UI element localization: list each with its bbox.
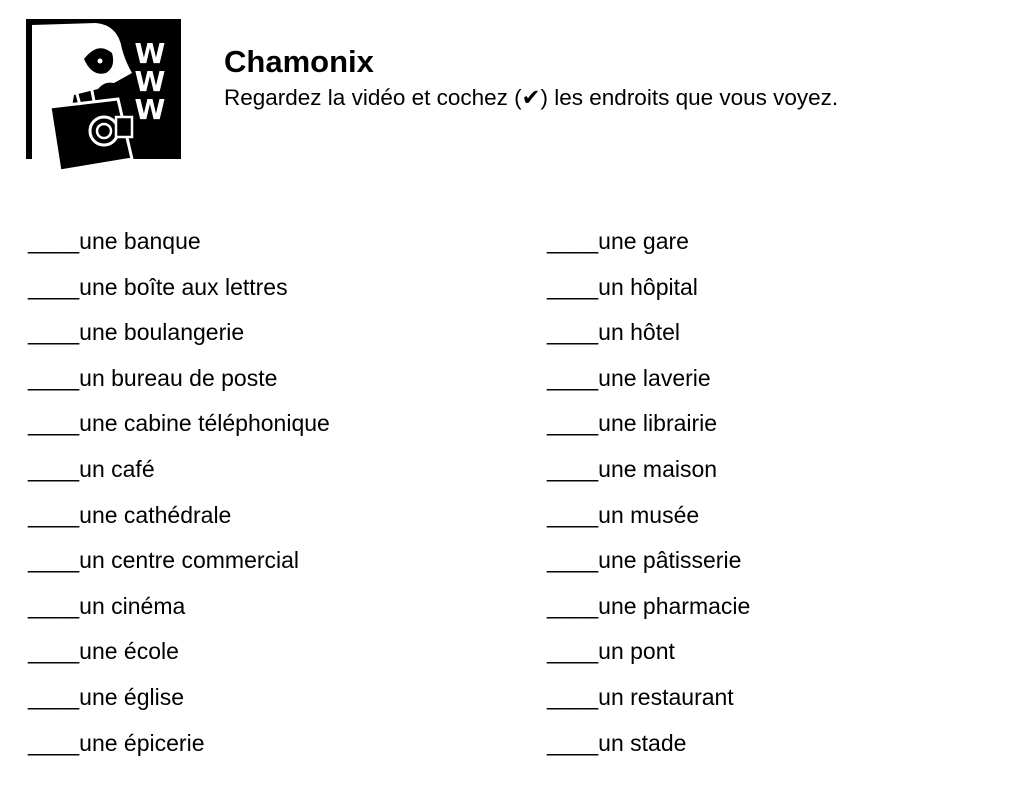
place-label: une épicerie	[79, 729, 205, 756]
place-label: une laverie	[598, 364, 711, 391]
logo-letter: W	[134, 65, 166, 98]
checklist-item	[547, 728, 750, 774]
instructions: Regardez la vidéo et cochez (✔) les endroits que vous voyez.	[224, 85, 839, 110]
checklist-left-column	[28, 226, 330, 773]
checklist-item	[28, 454, 330, 500]
checklist-item	[28, 272, 330, 318]
place-label: une maison	[598, 455, 718, 482]
checklist-item	[547, 682, 750, 728]
checklist-item	[547, 500, 750, 546]
place-label: une boulangerie	[79, 319, 245, 346]
place-label: un hôtel	[598, 319, 681, 346]
blank-line: ____	[28, 501, 80, 528]
blank-line: ____	[547, 547, 599, 574]
blank-line: ____	[547, 364, 599, 391]
place-label: un musée	[598, 501, 700, 528]
www-camera-logo	[26, 19, 181, 174]
blank-line: ____	[547, 410, 599, 437]
checklist-item	[547, 363, 750, 409]
checklist-item	[28, 226, 330, 272]
logo-letter: W	[134, 37, 166, 70]
blank-line: ____	[28, 319, 80, 346]
place-label: un centre commercial	[79, 547, 300, 574]
blank-line: ____	[547, 228, 599, 254]
checklist-item	[547, 454, 750, 500]
blank-line: ____	[28, 410, 80, 437]
place-label: une boîte aux lettres	[79, 273, 288, 300]
blank-line: ____	[28, 455, 80, 482]
place-label: une école	[79, 638, 179, 665]
blank-line: ____	[547, 501, 599, 528]
blank-line: ____	[547, 592, 599, 619]
logo-letter: W	[134, 93, 166, 126]
checklist-item	[547, 226, 750, 272]
checklist-item	[547, 272, 750, 318]
checklist-item	[28, 636, 330, 682]
place-label: une pharmacie	[598, 592, 751, 619]
checklist-item	[547, 636, 750, 682]
page-title: Chamonix	[224, 44, 374, 79]
place-label: une cathédrale	[79, 501, 232, 528]
place-label: une pâtisserie	[598, 547, 742, 574]
blank-line: ____	[28, 683, 80, 710]
place-label: un cinéma	[79, 592, 186, 619]
place-label: une cabine téléphonique	[79, 410, 330, 437]
place-label: une librairie	[598, 410, 718, 437]
checklist-right-column	[547, 226, 750, 773]
blank-line: ____	[28, 364, 80, 391]
checklist-item	[28, 591, 330, 637]
checklist-item	[547, 408, 750, 454]
place-label: un café	[79, 455, 155, 482]
blank-line: ____	[28, 547, 80, 574]
blank-line: ____	[28, 729, 80, 756]
checklist-item	[28, 408, 330, 454]
checklist-item	[547, 317, 750, 363]
checklist-item	[547, 545, 750, 591]
blank-line: ____	[547, 273, 599, 300]
place-label: un stade	[598, 729, 687, 756]
blank-line: ____	[547, 319, 599, 346]
blank-line: ____	[547, 729, 599, 756]
blank-line: ____	[547, 683, 599, 710]
blank-line: ____	[28, 228, 80, 254]
blank-line: ____	[28, 638, 80, 665]
blank-line: ____	[547, 638, 599, 665]
place-label: une gare	[598, 228, 689, 254]
checklist-item	[28, 728, 330, 774]
place-label: un restaurant	[598, 683, 734, 710]
place-label: un hôpital	[598, 273, 698, 300]
place-label: une église	[79, 683, 185, 710]
checklist-item	[28, 363, 330, 409]
place-label: un bureau de poste	[79, 364, 278, 391]
place-label: un pont	[598, 638, 675, 665]
blank-line: ____	[28, 273, 80, 300]
blank-line: ____	[28, 592, 80, 619]
checklist-item	[28, 545, 330, 591]
place-label: une banque	[79, 228, 201, 254]
checklist-item	[28, 500, 330, 546]
checklist-item	[28, 317, 330, 363]
checklist-item	[28, 682, 330, 728]
blank-line: ____	[547, 455, 599, 482]
checklist-item	[547, 591, 750, 637]
